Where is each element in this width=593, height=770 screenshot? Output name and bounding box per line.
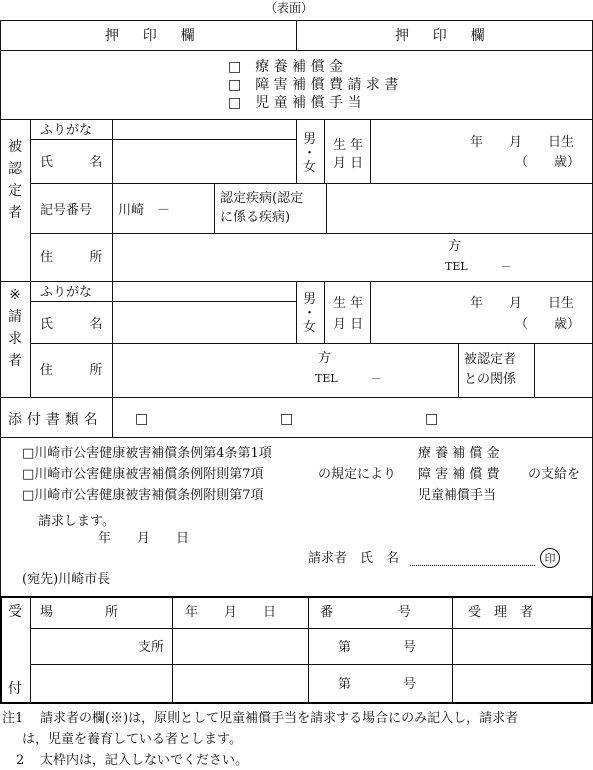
patient-address-label: 住 所 [40, 250, 115, 265]
patient-disease-right [326, 183, 327, 233]
attachment-checkbox-3[interactable]: □ [425, 411, 439, 427]
relation-label-1: 被認定者 [464, 352, 517, 367]
statement-date[interactable]: 年 月 日 [98, 531, 190, 546]
claimant-sex-male: 男 [303, 292, 317, 307]
attachments-divider [112, 397, 113, 437]
reception-header-bottom [30, 628, 591, 629]
relation-left [458, 343, 459, 397]
claimant-birth-right [370, 281, 371, 343]
reception-place-label: 場 所 [40, 605, 119, 620]
patient-furigana-label: ふりがな [40, 123, 93, 138]
patient-address-suffix: 方 [448, 239, 462, 254]
patient-sex-right [324, 119, 325, 183]
statement-request: 請求します。 [38, 514, 115, 529]
page-side-label: （表面） [265, 1, 314, 15]
patient-age-value[interactable]: （ 歳） [515, 155, 581, 170]
seal-column-1: 押 印 欄 [105, 28, 200, 44]
reception-number-label: 番 号 [320, 605, 412, 620]
patient-sex-dot: ・ [303, 146, 317, 161]
relation-label-2: との関係 [464, 372, 517, 387]
patient-sex-female: 女 [303, 160, 317, 175]
patient-record-bottom [30, 233, 593, 234]
note-1-line-1: 請求者の欄(※)は，原則として児童補償手当を請求する場合にのみ記入し，請求者 [40, 711, 519, 726]
claimant-name-label: 氏 名 [40, 317, 115, 332]
claimant-address-suffix: 方 [318, 351, 332, 366]
statement-line-1[interactable]: □川崎市公害健康被害補償条例第4条第1項 [22, 446, 272, 461]
reception-place-divider [172, 596, 173, 704]
title-option-disability: □ 障 害 補 償 費 請 求 書 [228, 77, 399, 93]
claimant-birth-label-2: 月 日 [333, 317, 364, 332]
patient-name-bottom [30, 183, 593, 184]
claimant-tel[interactable]: TEL － [315, 372, 382, 385]
statement-line-3[interactable]: □川崎市公害健康被害補償条例附則第7項 [22, 488, 264, 503]
patient-section-label: 被 認 定 者 [8, 139, 22, 221]
patient-sex-male: 男 [303, 132, 317, 147]
relation-right [534, 343, 535, 397]
patient-birth-label-1: 生 年 [333, 138, 364, 153]
note-2-prefix: 2 [16, 753, 25, 768]
reception-date-label: 年 月 日 [185, 605, 277, 620]
signer-label: 請求者 氏 名 [308, 551, 400, 566]
statement-benefit-2: 障 害 補 償 費 [418, 467, 500, 482]
patient-record-label: 記号番号 [40, 203, 93, 218]
claimant-sex-right [324, 281, 325, 343]
reception-label-bottom: 付 [8, 681, 22, 697]
reception-label-divider [30, 596, 31, 704]
claimant-furigana-bottom [30, 301, 296, 302]
note-1-line-2: は，児童を養育している者とします。 [22, 732, 242, 747]
claimant-age-value[interactable]: （ 歳） [515, 317, 581, 332]
claimant-label-divider [112, 281, 113, 397]
reception-row-divider [30, 664, 591, 665]
claimant-section-bottom [0, 397, 593, 398]
statement-benefit-3: 児童補償手当 [418, 488, 497, 503]
attachment-checkbox-1[interactable]: □ [135, 411, 149, 427]
statement-suffix: の支給を [528, 467, 581, 482]
reception-receiver-label: 受 理 者 [468, 605, 534, 620]
reception-number-row-1: 第 号 [338, 640, 417, 655]
patient-birth-value[interactable]: 年 月 日生 [470, 135, 575, 150]
seal-row-bottom [0, 50, 593, 51]
note-2: 太枠内は，記入しないでください。 [40, 753, 249, 768]
patient-birth-right [370, 119, 371, 183]
statement-middle: の規定により [318, 467, 397, 482]
reception-number-row-2: 第 号 [338, 677, 417, 692]
reception-label-top: 受 [8, 604, 22, 620]
reception-number-divider [452, 596, 453, 704]
title-option-child: □ 児 童 補 償 手 当 [228, 95, 362, 111]
patient-tel[interactable]: TEL － [445, 260, 512, 273]
claimant-birth-value[interactable]: 年 月 日生 [470, 296, 575, 311]
claimant-furigana-label: ふりがな [40, 285, 93, 300]
patient-disease-label-1: 認定疾病(認定 [220, 191, 304, 206]
patient-col-divider [30, 119, 31, 281]
reception-branch: 支所 [138, 640, 165, 655]
claimant-sex-dot: ・ [303, 306, 317, 321]
patient-name-label: 氏 名 [40, 155, 115, 170]
statement-line-2[interactable]: □川崎市公害健康被害補償条例附則第7項 [22, 467, 264, 482]
signer-name-line[interactable] [410, 565, 535, 566]
claimant-birth-label-1: 生 年 [333, 296, 364, 311]
claimant-sex-left [296, 281, 297, 343]
patient-furigana-bottom [30, 139, 296, 140]
claimant-address-label: 住 所 [40, 363, 115, 378]
claimant-col-divider [30, 281, 31, 397]
claimant-name-bottom [30, 343, 593, 344]
patient-record-value[interactable]: 川崎 － [118, 203, 171, 218]
seal-divider [296, 20, 297, 50]
statement-benefit-1: 療 養 補 償 金 [418, 446, 500, 461]
reception-date-divider [308, 596, 309, 704]
addressee: (宛先)川崎市長 [22, 572, 111, 587]
attachments-bottom [0, 437, 593, 438]
claimant-sex-female: 女 [303, 320, 317, 335]
seal-column-2: 押 印 欄 [395, 28, 490, 44]
patient-birth-label-2: 月 日 [333, 156, 364, 171]
claimant-section-label: ※ 請 求 者 [8, 287, 22, 369]
note-1-prefix: 注1 [2, 711, 24, 726]
form-left-border [0, 20, 1, 596]
attachment-checkbox-2[interactable]: □ [280, 411, 294, 427]
title-option-medical: □ 療 養 補 償 金 [228, 59, 344, 75]
patient-disease-left [214, 183, 215, 233]
patient-disease-label-2: に係る疾病) [220, 210, 291, 225]
patient-sex-left [296, 119, 297, 183]
attachments-label: 添付書類名 [8, 412, 103, 428]
seal-mark: 印 [540, 548, 560, 568]
